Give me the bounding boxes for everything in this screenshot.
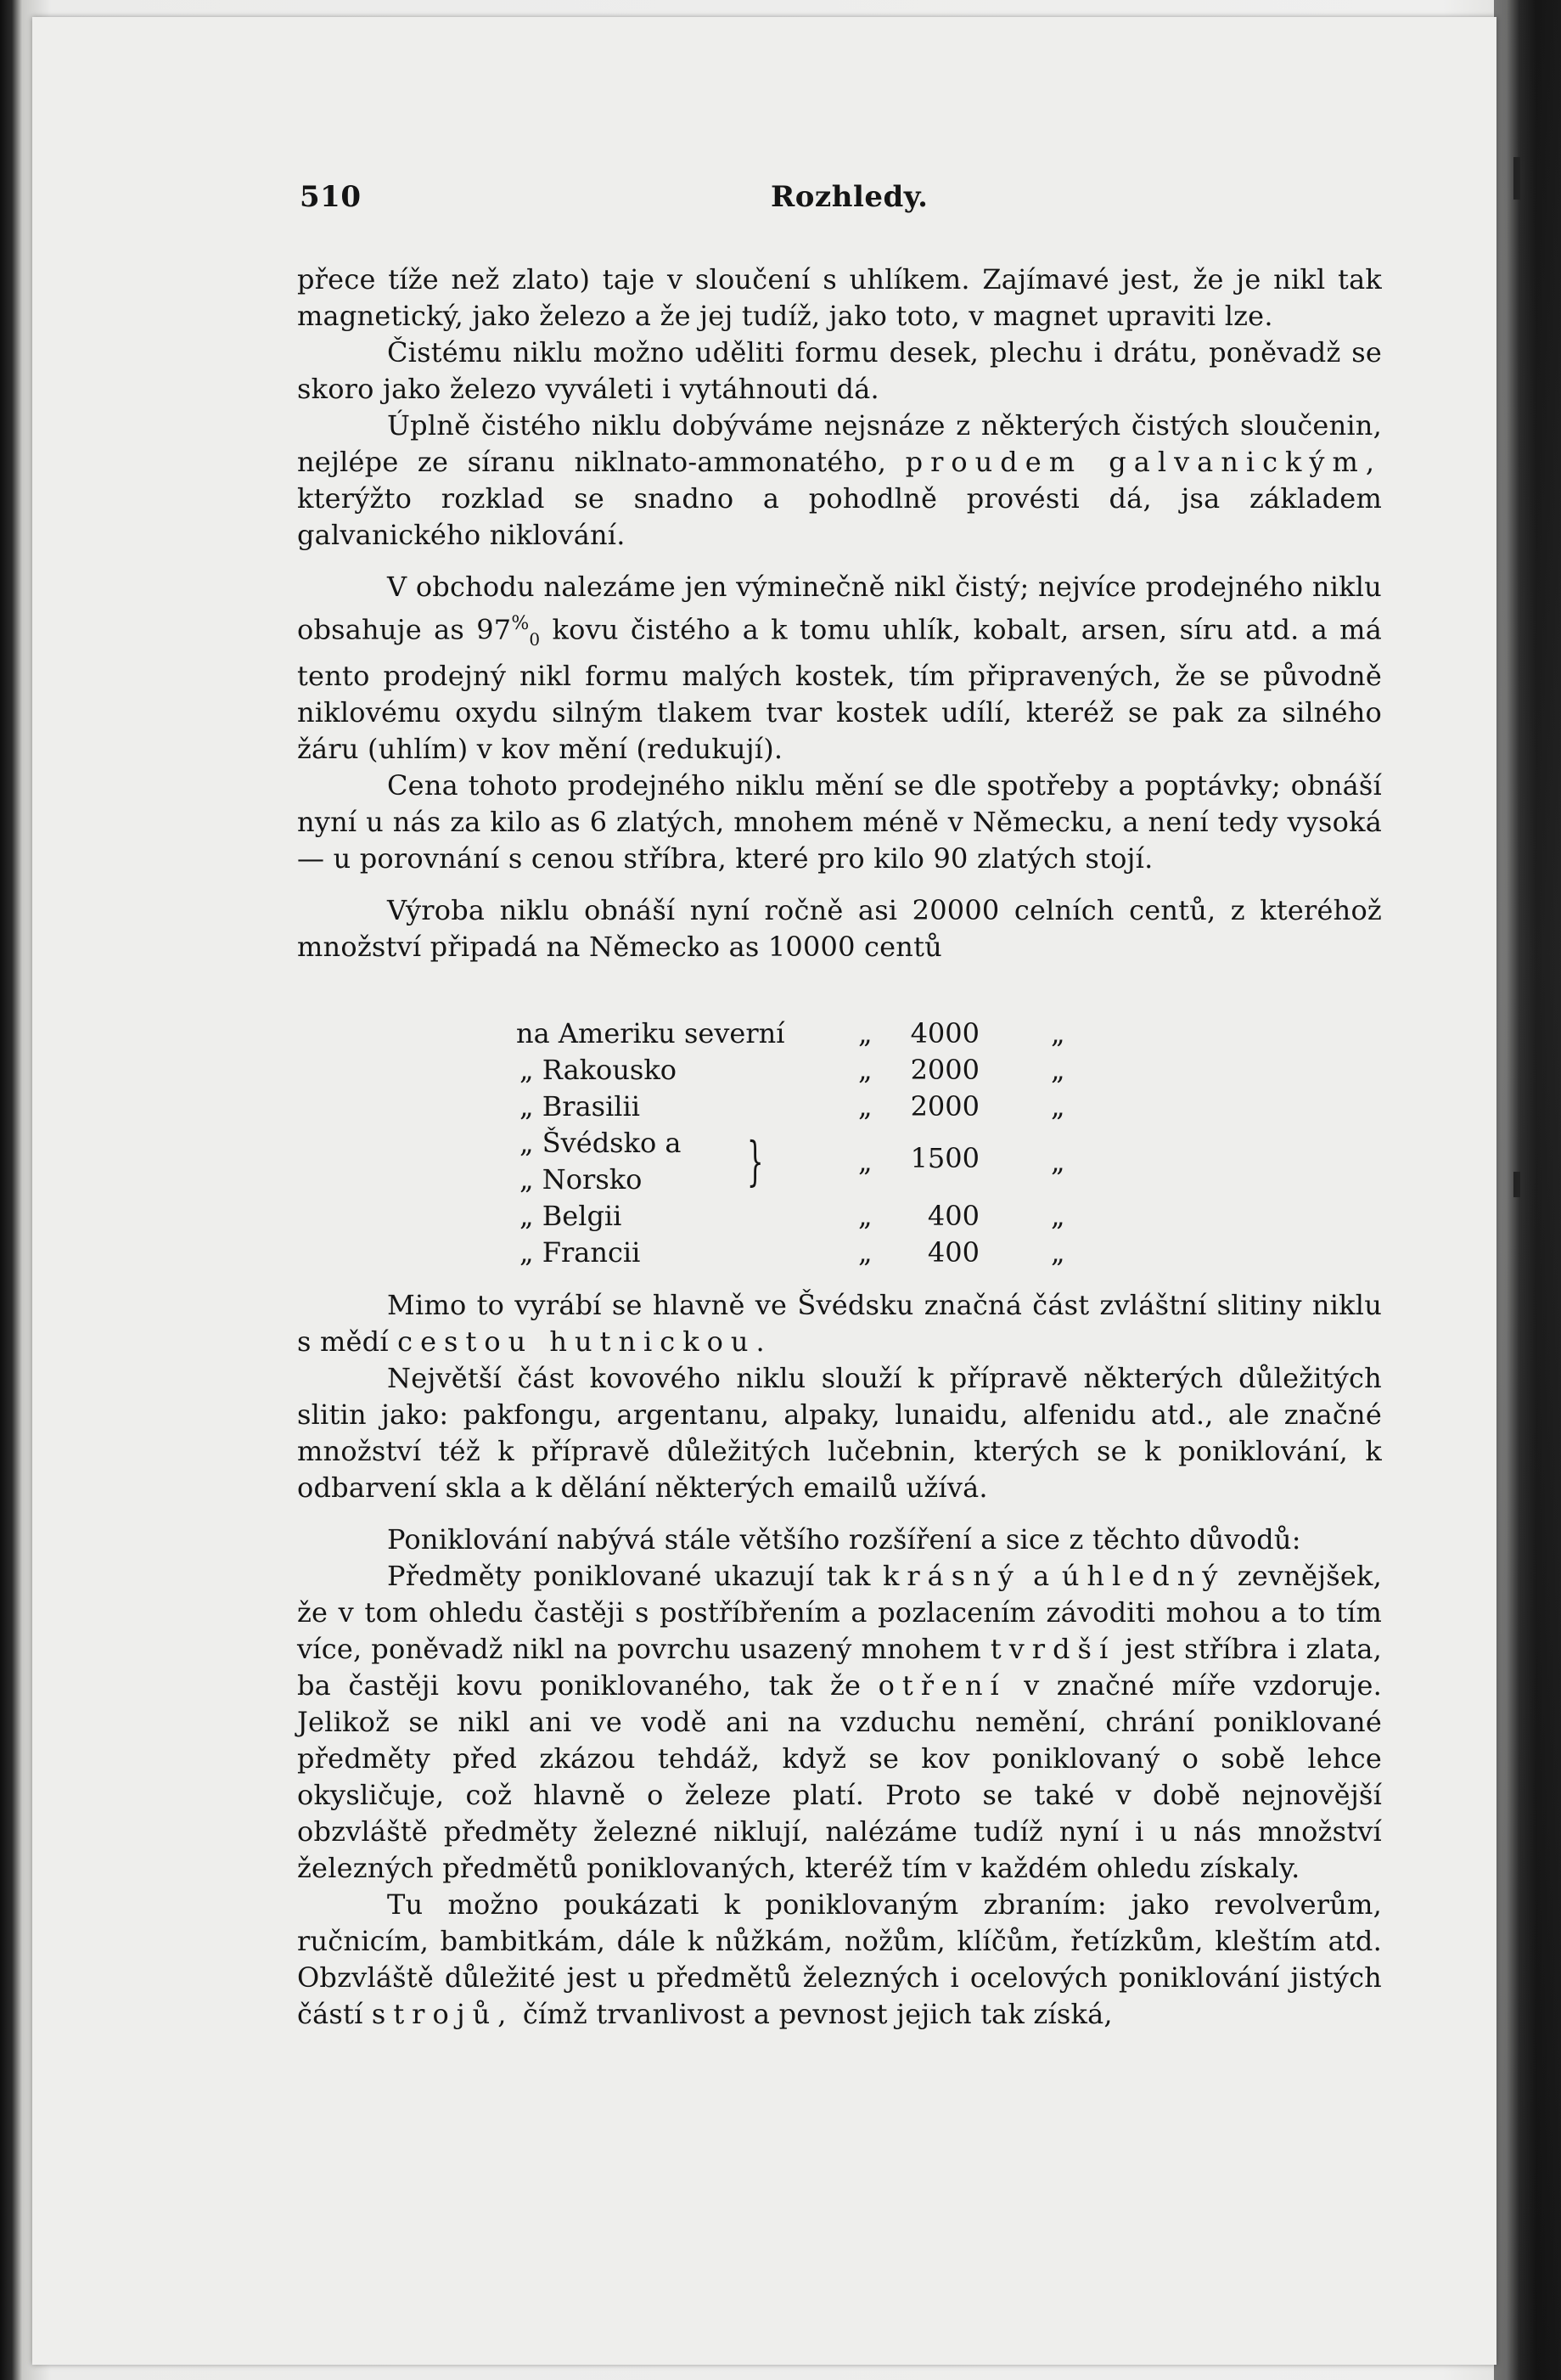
paragraph: Výroba niklu obnáší nyní ročně asi 20000 celních centů, z kteréhož množství připadá na Německo as 10000 centů: [297, 894, 1382, 964]
spaced-emphasis: tvrdší: [990, 1633, 1116, 1665]
paragraph: přece tíže než zlato) taje v sloučení s uhlíkem. Zajímavé jest, že je nikl tak magnetický, jako železo a že jej tudíž, jako toto, v magnet upraviti lze.: [297, 263, 1382, 332]
paragraph: Tu možno poukázati k poniklovaným zbraním: jako revolverům, ručnicím, bambitkám, dále k nůžkám, nožům, klíčům, řetízkům, kleštím atd. Obzvláště důležité jest u předmětů železných i ocelových poniklování jistých částí strojů, čímž trvanlivost a pevnost jejich tak získá,: [297, 1888, 1382, 2030]
spaced-emphasis: strojů,: [371, 1998, 514, 2030]
spaced-emphasis: proudem galvanickým,: [905, 446, 1383, 478]
table-row: „ Rakousko „ 2000 „: [519, 1054, 1065, 1086]
table-row: „ Švédsko a „ Norsko } „ 1500 „: [519, 1127, 1065, 1196]
spaced-emphasis: otření: [878, 1669, 1007, 1702]
paragraph: Předměty poniklované ukazují tak krásný a úhledný zevnějšek, že v tom ohledu častěji s postříbřením a pozlacením závoditi mohou a to tím více, poněvadž nikl na povrchu usazený mnohem tvrdší jest stříbra i zlata, ba častěji kovu poniklovaného, tak že otření v značné míře vzdoruje. Jelikož se nikl ani ve vodě ani na vzduchu nemění, chrání poniklované předměty před zkázou tehdáž, když se kov poniklovaný o sobě lehce okysličuje, což hlavně o železe platí. Proto se také v době nejnovější obzvláště předměty železné niklují, nalézáme tudíž nyní i u nás množství železných předmětů poniklovaných, kteréž tím v každém ohledu získaly.: [297, 1560, 1382, 1884]
paragraph: Úplně čistého niklu dobýváme nejsnáze z některých čistých sloučenin, nejlépe ze síranu niklnato-ammonatého, proudem galvanickým, kterýžto rozklad se snadno a pohodlně provésti dá, jsa základem galvanického niklování.: [297, 409, 1383, 551]
edge-mark: [1513, 1172, 1520, 1197]
paragraph: Poniklování nabývá stále většího rozšíření a sice z těchto důvodů:: [387, 1523, 1301, 1556]
paragraph: Největší část kovového niklu slouží k přípravě některých důležitých slitin jako: pakfongu, argentanu, alpaky, lunaidu, alfenidu atd., ale značné množství též k přípravě důležitých lučebnin, kterých se k poniklování, k odbarvení skla a k dělání některých emailů užívá.: [297, 1362, 1382, 1504]
production-table: [516, 1016, 1110, 1271]
paragraph: Čistému niklu možno uděliti formu desek, plechu i drátu, poněvadž se skoro jako železo vyváleti i vytáhnouti dá.: [297, 336, 1382, 405]
body-text-top: [297, 262, 1382, 965]
spaced-emphasis: krásný: [882, 1560, 1021, 1592]
brace-symbol: }: [746, 1130, 764, 1192]
page-header: [300, 180, 1382, 222]
body-text-bottom: [297, 1287, 1382, 2033]
table-row: „ Belgii „ 400 „: [519, 1200, 1065, 1232]
spaced-emphasis: úhledný: [1061, 1560, 1226, 1592]
page-number: 510: [300, 180, 362, 214]
edge-mark: [1513, 157, 1520, 200]
table-row: na Ameriku severní „ 4000 „: [516, 1017, 1065, 1049]
spaced-emphasis: cestou hutnickou.: [397, 1325, 772, 1358]
running-title: Rozhledy.: [771, 180, 929, 214]
book-spine-shadow: [1494, 0, 1561, 2380]
paragraph: V obchodu nalezáme jen výminečně nikl čistý; nejvíce prodejného niklu obsahuje as $97^{\%}_0$ kovu čistého a k tomu uhlík, kobalt, arsen, síru atd. a má tento prodejný nikl formu malých kostek, tím připravených, že se původně niklovému oxydu silným tlakem tvar kostek udílí, kteréž se pak za silného žáru (uhlím) v kov mění (redukují).: [297, 571, 1382, 766]
table-row: „ Brasilii „ 2000 „: [519, 1090, 1065, 1122]
paragraph: Cena tohoto prodejného niklu mění se dle spotřeby a poptávky; obnáší nyní u nás za kilo as 6 zlatých, mnohem méně v Německu, a není tedy vysoká — u porovnání s cenou stříbra, které pro kilo 90 zlatých stojí.: [297, 769, 1382, 875]
paragraph: Mimo to vyrábí se hlavně ve Švédsku značná část zvláštní slitiny niklu s mědí cestou hutnickou.: [297, 1289, 1382, 1358]
table-row: „ Francii „ 400 „: [519, 1236, 1065, 1269]
